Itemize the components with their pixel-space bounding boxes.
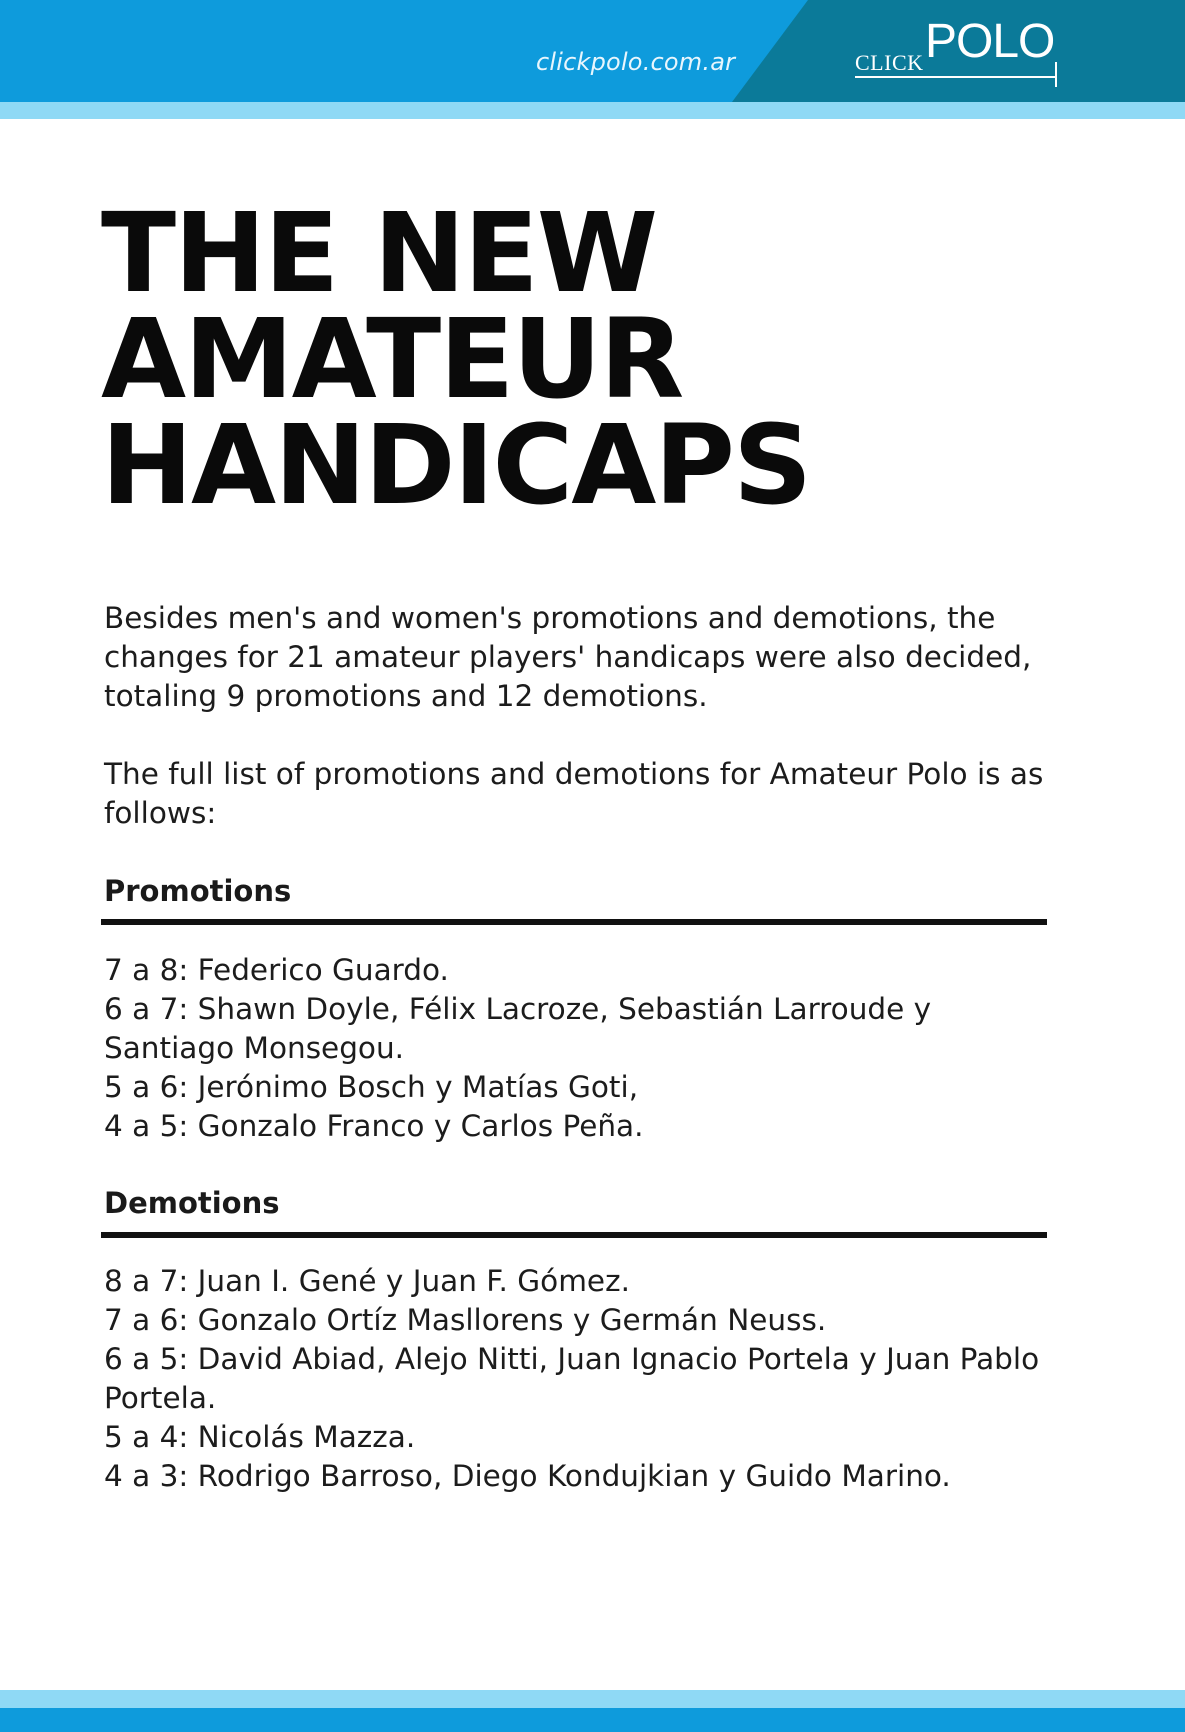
- logo-underline: [855, 76, 1057, 78]
- logo-click-text: CLICK: [855, 50, 924, 75]
- demotions-list: [104, 1262, 1064, 1496]
- header-accent-strip: [0, 102, 1185, 119]
- logo-tick: [1055, 62, 1057, 87]
- promotions-heading: Promotions: [104, 874, 292, 908]
- title-line-1: THE NEW: [101, 189, 657, 317]
- list-item: 5 a 4: Nicolás Mazza.: [104, 1420, 416, 1454]
- promotions-divider: [101, 919, 1047, 925]
- demotions-heading: Demotions: [104, 1186, 280, 1220]
- list-item: 7 a 6: Gonzalo Ortíz Masllorens y Germán Neuss.: [104, 1303, 827, 1337]
- promotions-list: [104, 951, 1064, 1146]
- title-line-2: AMATEUR: [101, 295, 683, 423]
- footer-accent-strip: [0, 1690, 1185, 1708]
- logo-polo-text: POLO: [925, 15, 1055, 68]
- list-item: 7 a 8: Federico Guardo.: [104, 953, 449, 987]
- intro-paragraph-1: Besides men's and women's promotions and demotions, the changes for 21 amateur players' handicaps were also decided, totaling 9 promotions and 12 demotions.: [104, 601, 1032, 713]
- site-url[interactable]: clickpolo.com.ar: [536, 48, 736, 76]
- page-title: [101, 189, 811, 529]
- demotions-divider: [101, 1232, 1047, 1238]
- list-item: 5 a 6: Jerónimo Bosch y Matías Goti,: [104, 1070, 639, 1104]
- intro-paragraph-2: The full list of promotions and demotions for Amateur Polo is as follows:: [104, 757, 1044, 830]
- list-item: 8 a 7: Juan I. Gené y Juan F. Gómez.: [104, 1264, 630, 1298]
- title-line-3: HANDICAPS: [101, 401, 811, 529]
- list-item: 4 a 5: Gonzalo Franco y Carlos Peña.: [104, 1109, 644, 1143]
- list-item: 4 a 3: Rodrigo Barroso, Diego Kondujkian y Guido Marino.: [104, 1459, 951, 1493]
- list-item: 6 a 5: David Abiad, Alejo Nitti, Juan Ignacio Portela y Juan Pablo Portela.: [104, 1342, 1040, 1415]
- clickpolo-logo[interactable]: [855, 15, 1065, 90]
- footer-bar: [0, 1708, 1185, 1732]
- list-item: 6 a 7: Shawn Doyle, Félix Lacroze, Sebastián Larroude y Santiago Monsegou.: [104, 992, 932, 1065]
